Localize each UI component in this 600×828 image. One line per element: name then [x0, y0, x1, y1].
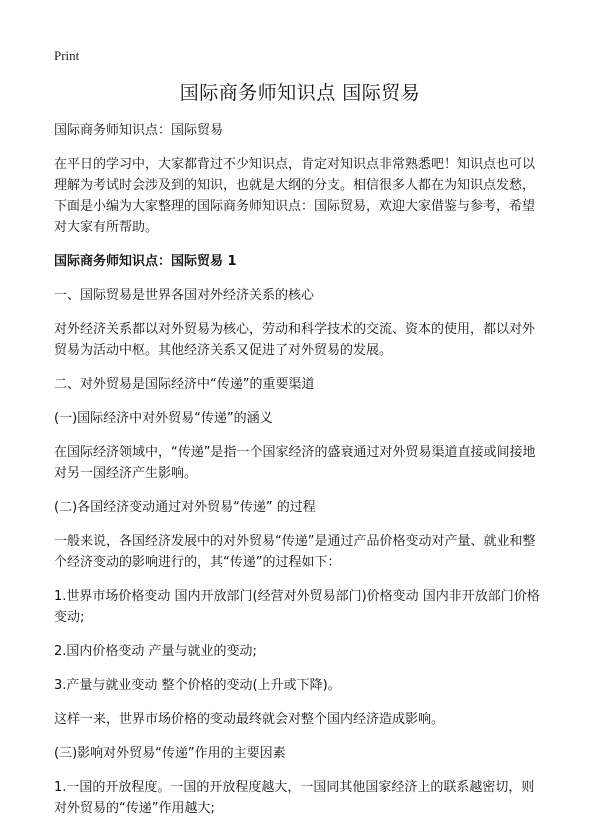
body-paragraph: 在国际经济领域中，“传递”是指一个国家经济的盛衰通过对外贸易渠道直接或间接地对另一国经济产生影响。: [54, 445, 536, 481]
body-paragraph: 1.一国的开放程度。一国的开放程度越大，一国同其他国家经济上的联系越密切，则对外贸易的“传递”作用越大;: [54, 780, 535, 816]
document-subtitle: 国际商务师知识点：国际贸易: [54, 123, 224, 138]
body-paragraph: 二、对外贸易是国际经济中“传递”的重要渠道: [54, 377, 315, 392]
document-title: 国际商务师知识点 国际贸易: [179, 82, 421, 104]
body-paragraph: (三)影响对外贸易“传递”作用的主要因素: [54, 746, 286, 761]
body-paragraph: 对外经济关系都以对外贸易为核心，劳动和科学技术的交流、资本的使用，都以对外贸易为活动中枢。其他经济关系又促进了对外贸易的发展。: [54, 322, 536, 358]
body-paragraph: (二)各国经济变动通过对外贸易“传递” 的过程: [54, 500, 316, 515]
body-paragraph: 1.世界市场价格变动 国内开放部门(经营对外贸易部门)价格变动 国内非开放部门价格变动;: [54, 589, 540, 625]
print-label: Print: [54, 48, 80, 63]
body-paragraph: 一、国际贸易是世界各国对外经济关系的核心: [54, 288, 315, 303]
body-paragraph: 2.国内价格变动 产量与就业的变动;: [54, 644, 257, 659]
body-paragraph: 一般来说，各国经济发展中的对外贸易“传递”是通过产品价格变动对产量、就业和整个经济变动的影响进行的，其“传递”的过程如下：: [54, 534, 536, 570]
document-body: [54, 154, 546, 819]
body-paragraph: 这样一来，世界市场价格的变动最终就会对整个国内经济造成影响。: [54, 712, 445, 727]
body-paragraph: 3.产量与就业变动 整个价格的变动(上升或下降)。: [54, 678, 341, 693]
body-paragraph: (一)国际经济中对外贸易“传递”的涵义: [54, 411, 273, 426]
body-paragraph: 在平日的学习中，大家都背过不少知识点，肯定对知识点非常熟悉吧！知识点也可以理解为考试时会涉及到的知识，也就是大纲的分支。相信很多人都在为知识点发愁，下面是小编为大家整理的国际商务师知识点：国际贸易，欢迎大家借鉴与参考，希望对大家有所帮助。: [54, 157, 536, 235]
section-heading: 国际商务师知识点：国际贸易 1: [54, 254, 237, 269]
